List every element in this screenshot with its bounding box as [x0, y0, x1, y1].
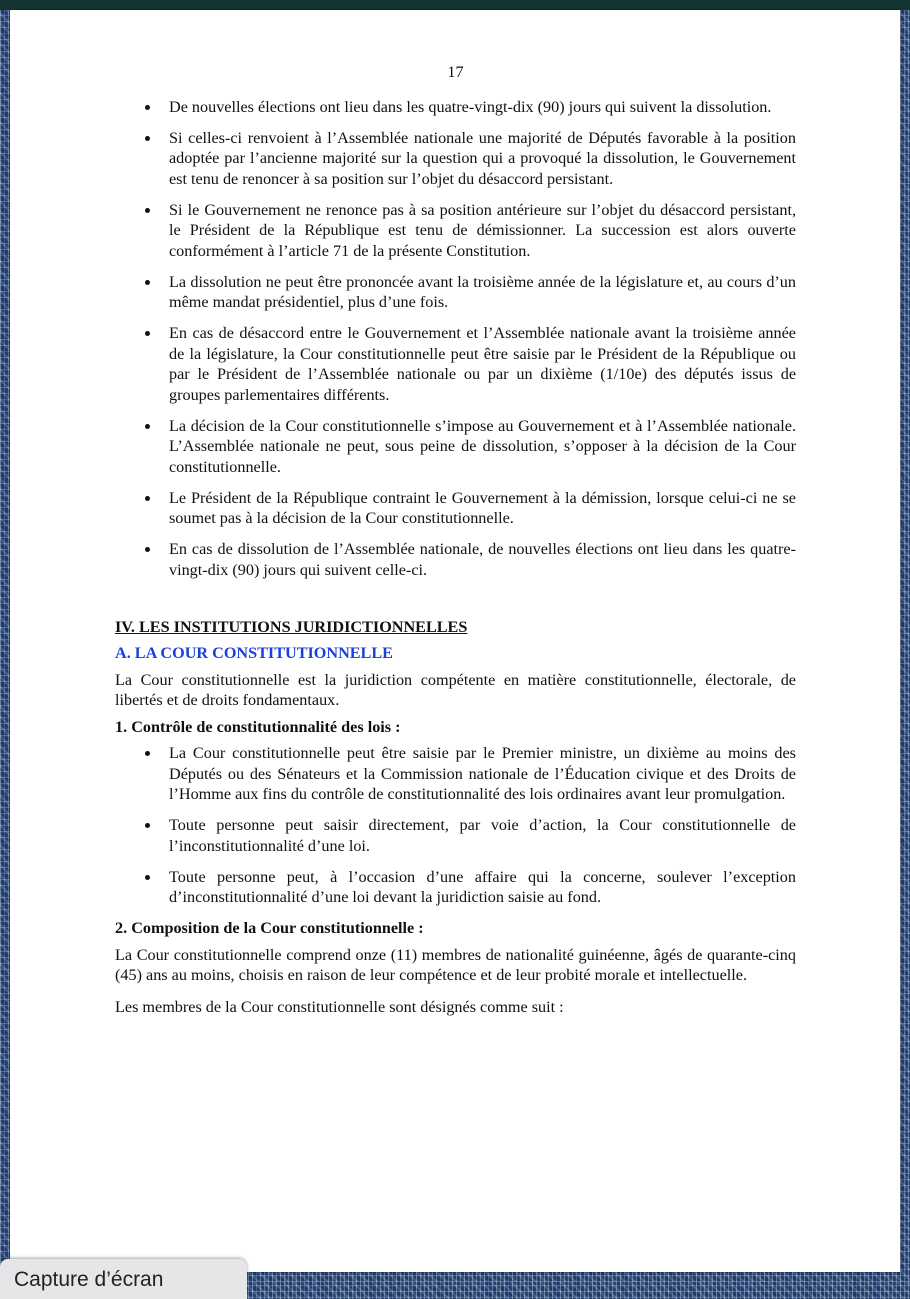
screenshot-tab-label: Capture d’écran [14, 1268, 164, 1291]
constitutionality-list [115, 743, 796, 908]
section-spacer [115, 591, 796, 617]
list-item: En cas de désaccord entre le Gouvernement et l’Assemblée nationale avant la troisième année de la législature, la Cour constitutionnelle peut être saisie par le Président de la République ou par le Président de l’Assemblée nationale ou par un dixième (1/10e) des députés issus de groupes parlementaires différents. [115, 323, 796, 405]
list-item: Toute personne peut, à l’occasion d’une affaire qui la concerne, soulever l’exception d’inconstitutionnalité d’une loi devant la juridiction saisie au fond. [115, 867, 796, 908]
page-content [115, 62, 796, 1023]
list-item: Le Président de la République contraint le Gouvernement à la démission, lorsque celui-ci ne se soumet pas à la décision de la Cour constitutionnelle. [115, 488, 796, 529]
numbered-heading-2: 2. Composition de la Cour constitutionnelle : [115, 919, 424, 937]
list-item: La Cour constitutionnelle peut être saisie par le Premier ministre, un dixième au moins des Députés ou des Sénateurs et la Commission nationale de l’Éducation civique et des Droits de l’Homme aux fins du contrôle de constitutionnalité des lois ordinaires avant leur promulgation. [115, 743, 796, 805]
document-page [10, 10, 900, 1272]
list-item: Si le Gouvernement ne renonce pas à sa position antérieure sur l’objet du désaccord persistant, le Président de la République est tenu de démissionner. La succession est alors ouverte conformément à l’article 71 de la présente Constitution. [115, 200, 796, 262]
screenshot-tab[interactable] [0, 1259, 247, 1299]
list-item: La décision de la Cour constitutionnelle s’impose au Gouvernement et à l’Assemblée nationale. L’Assemblée nationale ne peut, sous peine de dissolution, s’opposer à la décision de la Cour constitutionnelle. [115, 416, 796, 478]
numbered-heading-1: 1. Contrôle de constitutionnalité des lois : [115, 717, 401, 736]
list-item: La dissolution ne peut être prononcée avant la troisième année de la législature et, au cours d’un même mandat présidentiel, plus d’une fois. [115, 272, 796, 313]
list-item: De nouvelles élections ont lieu dans les quatre-vingt-dix (90) jours qui suivent la dissolution. [115, 97, 796, 118]
sub-heading: A. LA COUR CONSTITUTIONNELLE [115, 644, 393, 662]
members-paragraph: Les membres de la Cour constitutionnelle sont désignés comme suit : [115, 997, 564, 1016]
list-item: Toute personne peut saisir directement, par voie d’action, la Cour constitutionnelle de l’inconstitutionnalité d’une loi. [115, 815, 796, 856]
list-item: Si celles-ci renvoient à l’Assemblée nationale une majorité de Députés favorable à la position adoptée par l’ancienne majorité sur la question qui a provoqué la dissolution, le Gouvernement est tenu de renoncer à sa position sur l’objet du désaccord persistant. [115, 128, 796, 190]
composition-paragraph: La Cour constitutionnelle comprend onze (11) membres de nationalité guinéenne, âgés de quarante-cinq (45) ans au moins, choisis en raison de leur compétence et de leur probité morale et intellectuelle. [115, 945, 796, 984]
section-heading: IV. LES INSTITUTIONS JURIDICTIONNELLES [115, 617, 468, 636]
list-item: En cas de dissolution de l’Assemblée nationale, de nouvelles élections ont lieu dans les quatre-vingt-dix (90) jours qui suivent celle-ci. [115, 539, 796, 580]
window-top-bar [0, 0, 910, 10]
intro-paragraph: La Cour constitutionnelle est la juridiction compétente en matière constitutionnelle, électorale, de libertés et de droits fondamentaux. [115, 670, 796, 709]
dissolution-list [115, 97, 796, 581]
page-number: 17 [447, 63, 464, 81]
